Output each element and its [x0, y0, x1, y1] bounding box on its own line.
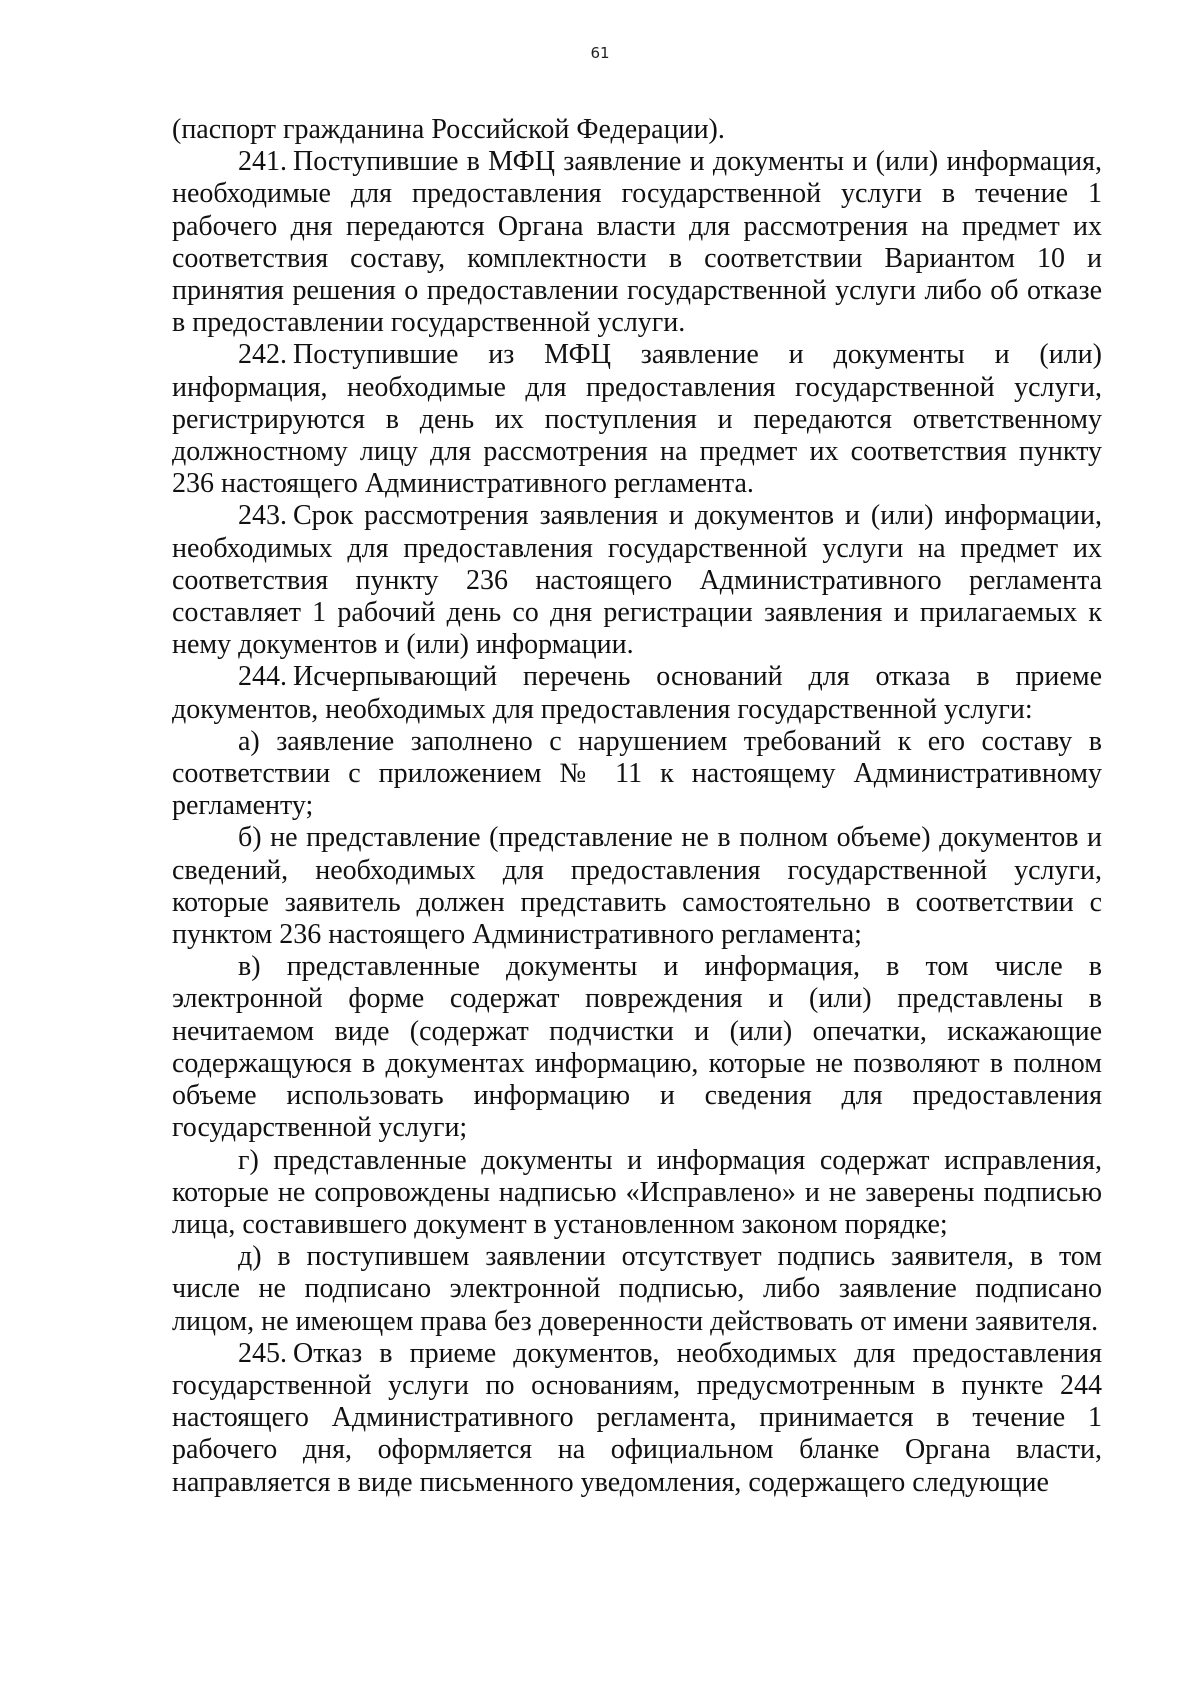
list-item-v: в) представленные документы и информация, в том числе в электронной форме содержат повреждения и (или) представлены в нечитаемом виде (содержат подчистки и (или) опечатки, искажающие содержащуюся в документах информацию, которые не позволяют в полном объеме использовать информацию и сведения для предоставления государственной услуги;: [172, 951, 1102, 1144]
paragraph-243: [172, 500, 1102, 661]
paragraph-number: 244.: [238, 661, 287, 693]
list-item-a: а) заявление заполнено с нарушением требований к его составу в соответствии с приложением № 11 к настоящему Административному регламенту;: [172, 725, 1102, 822]
paragraph-245: [172, 1338, 1102, 1499]
list-item-b: б) не представление (представление не в полном объеме) документов и сведений, необходимых для предоставления государственной услуги, которые заявитель должен представить самостоятельно в соответствии с пунктом 236 настоящего Административного регламента;: [172, 822, 1102, 951]
paragraph-242: [172, 339, 1102, 500]
intro-line: (паспорт гражданина Российской Федерации).: [172, 114, 725, 145]
paragraph-text: Поступившие в МФЦ заявление и документы и (или) информация, необходимые для предоставления государственной услуги в течение 1 рабочего дня передаются Органа власти для рассмотрения на предмет их соответствия составу, комплектности в соответствии Вариантом 10 и принятия решения о предоставлении государственной услуги либо об отказе в предоставлении государственной услуги.: [172, 146, 1102, 339]
paragraph-number: 242.: [238, 339, 287, 371]
paragraph-number: 243.: [238, 500, 287, 532]
paragraph-text: Срок рассмотрения заявления и документов и (или) информации, необходимых для предоставления государственной услуги на предмет их соответствия пункту 236 настоящего Административного регламента составляет 1 рабочий день со дня регистрации заявления и прилагаемых к нему документов и (или) информации.: [172, 500, 1102, 661]
document-body: [172, 114, 1102, 1499]
paragraph-text: Отказ в приеме документов, необходимых для предоставления государственной услуги по основаниям, предусмотренным в пункте 244 настоящего Административного регламента, принимается в течение 1 рабочего дня, оформляется на официальном бланке Органа власти, направляется в виде письменного уведомления, содержащего следующие: [172, 1337, 1102, 1498]
paragraph-241: [172, 146, 1102, 339]
paragraph-text: Поступившие из МФЦ заявление и документы и (или) информация, необходимые для предоставления государственной услуги, регистрируются в день их поступления и передаются ответственному должностному лицу для рассмотрения на предмет их соответствия пункту 236 настоящего Административного регламента.: [172, 339, 1102, 500]
paragraph-number: 245.: [238, 1337, 287, 1369]
paragraph-number: 241.: [238, 146, 287, 178]
paragraph-text: Исчерпывающий перечень оснований для отказа в приеме документов, необходимых для предоставления государственной услуги:: [172, 661, 1102, 725]
list-item-g: г) представленные документы и информация содержат исправления, которые не сопровождены надписью «Исправлено» и не заверены подписью лица, составившего документ в установленном законом порядке;: [172, 1144, 1102, 1240]
page-number: 61: [590, 44, 610, 62]
list-item-d: д) в поступившем заявлении отсутствует подпись заявителя, в том числе не подписано электронной подписью, либо заявление подписано лицом, не имеющем права без доверенности действовать от имени заявителя.: [172, 1241, 1102, 1337]
paragraph-244: [172, 661, 1102, 725]
